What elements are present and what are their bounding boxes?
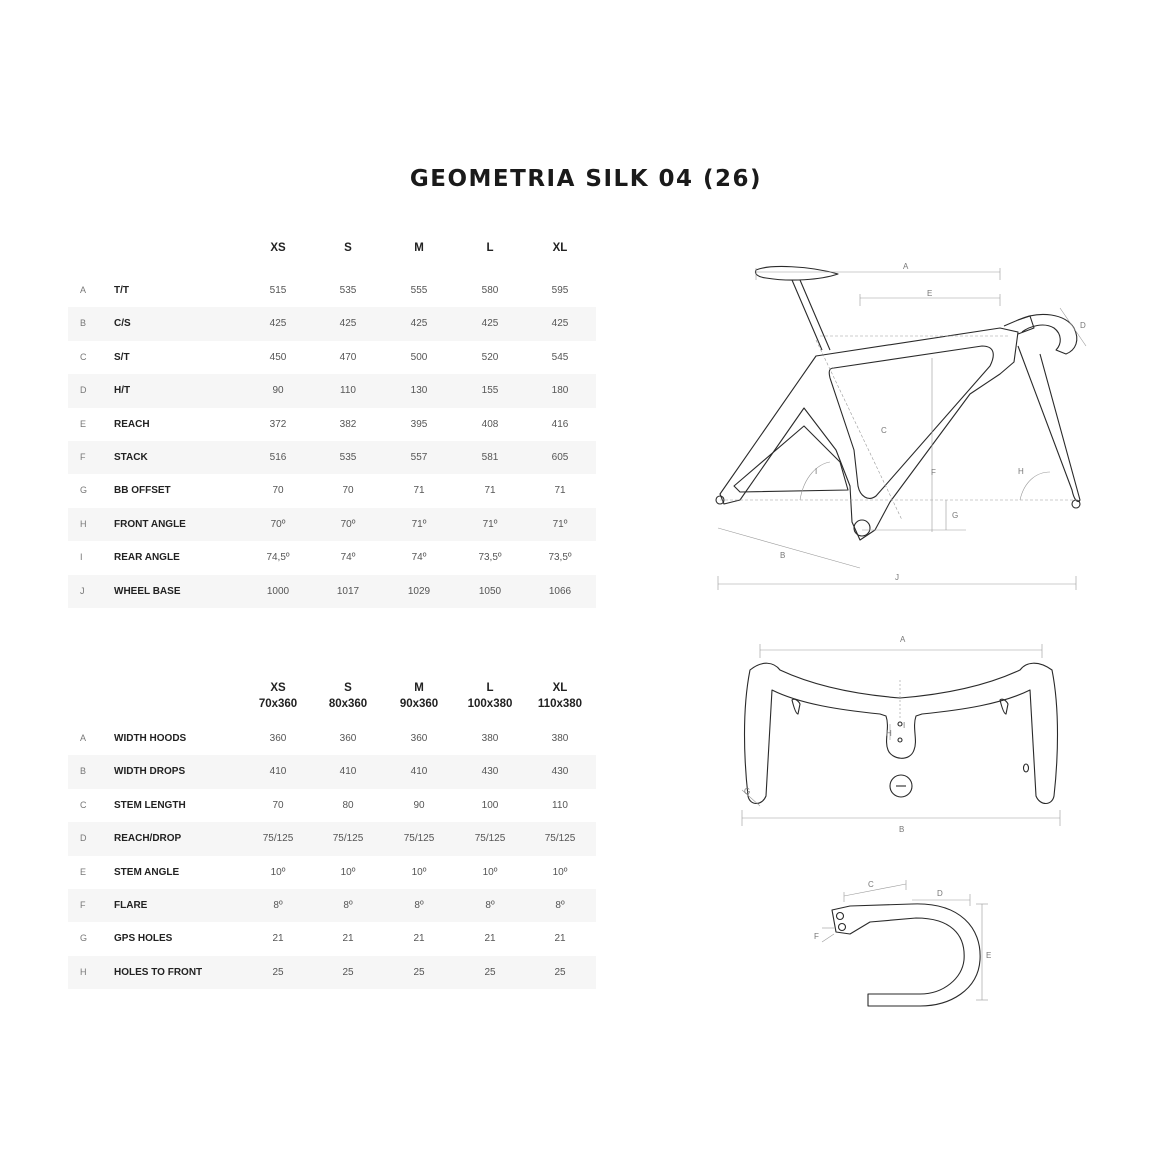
size-header: XL 110x380 <box>537 682 583 710</box>
table-cell: 75/125 <box>544 833 576 845</box>
table-cell: 372 <box>269 418 287 430</box>
table-cell: 360 <box>410 733 428 744</box>
cockpit-table-body <box>68 722 596 989</box>
cockpit-table-header <box>68 680 596 722</box>
frame-geometry-diagram <box>700 250 1100 600</box>
table-cell: 75/125 <box>262 833 294 845</box>
table-cell: 1017 <box>336 585 360 597</box>
table-cell: 580 <box>481 285 499 296</box>
table-row <box>68 822 596 855</box>
table-cell: 74º <box>411 552 427 564</box>
table-cell: 360 <box>269 733 287 744</box>
row-label: WHEEL BASE <box>114 585 181 597</box>
size-header: L <box>486 242 494 254</box>
row-letter: I <box>80 552 83 563</box>
size-header: XS 70x360 <box>258 682 298 710</box>
bar-side-label-e: E <box>986 951 992 960</box>
table-cell: 21 <box>484 933 496 945</box>
table-cell: 180 <box>551 385 569 397</box>
table-cell: 71º <box>411 518 427 530</box>
row-letter: B <box>80 318 87 329</box>
frame-label-j: J <box>895 573 899 582</box>
table-cell: 100 <box>481 799 499 811</box>
table-cell: 74º <box>340 552 356 564</box>
table-cell: 21 <box>272 933 284 945</box>
row-label: GPS HOLES <box>114 933 173 945</box>
row-label: BB OFFSET <box>114 485 171 497</box>
row-label: S/T <box>114 351 130 363</box>
cockpit-geometry-table <box>68 680 596 989</box>
table-cell: 595 <box>551 285 569 296</box>
handlebar-front-diagram <box>720 630 1080 840</box>
table-row <box>68 408 596 441</box>
row-letter: H <box>80 966 87 977</box>
table-cell: 110 <box>340 385 356 397</box>
table-cell: 380 <box>551 733 569 744</box>
row-label: WIDTH DROPS <box>114 766 186 778</box>
table-cell: 1000 <box>266 585 290 597</box>
table-cell: 535 <box>339 285 357 296</box>
size-header: L 100x380 <box>467 682 513 710</box>
size-header: XS <box>270 242 286 254</box>
table-row <box>68 889 596 922</box>
row-label: STACK <box>114 451 148 463</box>
frame-label-a: A <box>903 262 909 271</box>
row-label: STEM LENGTH <box>114 799 186 811</box>
table-cell: 74,5º <box>266 552 290 564</box>
row-label: REAR ANGLE <box>114 552 180 564</box>
table-cell: 25 <box>272 966 284 978</box>
table-cell: 70º <box>340 518 356 530</box>
table-cell: 71º <box>552 518 568 530</box>
table-row <box>68 307 596 340</box>
row-letter: E <box>80 866 87 877</box>
table-cell: 8º <box>343 899 353 911</box>
table-row <box>68 789 596 822</box>
row-letter: G <box>80 933 88 944</box>
table-cell: 70 <box>272 485 284 497</box>
table-cell: 416 <box>551 418 569 430</box>
bar-side-label-f: F <box>814 932 819 941</box>
table-cell: 1050 <box>478 585 502 597</box>
table-row <box>68 474 596 507</box>
row-letter: G <box>80 485 88 496</box>
table-cell: 425 <box>481 318 499 330</box>
table-cell: 516 <box>269 451 287 463</box>
frame-label-h: H <box>1018 467 1024 476</box>
table-cell: 75/125 <box>474 833 506 845</box>
row-label: STEM ANGLE <box>114 866 180 878</box>
table-cell: 21 <box>342 933 354 945</box>
row-letter: D <box>80 833 87 844</box>
bar-front-label-b: B <box>899 825 905 834</box>
table-cell: 21 <box>413 933 425 945</box>
table-cell: 10º <box>552 866 568 878</box>
table-cell: 75/125 <box>403 833 435 845</box>
table-row <box>68 274 596 307</box>
table-cell: 360 <box>339 733 357 744</box>
table-cell: 450 <box>269 351 287 363</box>
table-cell: 8º <box>485 899 495 911</box>
table-cell: 75/125 <box>332 833 364 845</box>
table-cell: 71 <box>484 485 496 497</box>
table-cell: 90 <box>272 385 284 397</box>
table-cell: 425 <box>339 318 357 330</box>
frame-geometry-table <box>68 240 596 608</box>
table-cell: 71º <box>482 518 498 530</box>
table-cell: 425 <box>551 318 569 330</box>
table-cell: 25 <box>342 966 354 978</box>
table-row <box>68 341 596 374</box>
table-cell: 10º <box>270 866 286 878</box>
table-cell: 110 <box>552 799 568 811</box>
table-cell: 10º <box>340 866 356 878</box>
table-row <box>68 374 596 407</box>
table-cell: 581 <box>481 451 499 463</box>
table-cell: 73,5º <box>478 552 502 564</box>
row-letter: C <box>80 799 87 810</box>
row-label: H/T <box>114 385 131 397</box>
row-label: FLARE <box>114 899 148 911</box>
page-title: GEOMETRIA SILK 04 (26) <box>409 166 763 192</box>
table-cell: 395 <box>410 418 428 430</box>
table-cell: 70 <box>342 485 354 497</box>
table-cell: 10º <box>411 866 427 878</box>
size-header: M <box>414 242 424 254</box>
table-row <box>68 441 596 474</box>
table-cell: 80 <box>342 799 354 811</box>
table-cell: 557 <box>410 451 428 463</box>
row-letter: F <box>80 899 86 910</box>
table-cell: 1029 <box>407 585 431 597</box>
table-cell: 380 <box>481 733 499 744</box>
row-letter: H <box>80 518 87 529</box>
bar-side-label-c: C <box>868 880 874 889</box>
table-row <box>68 575 596 608</box>
table-cell: 8º <box>414 899 424 911</box>
row-letter: E <box>80 418 87 429</box>
frame-label-e: E <box>927 289 933 298</box>
table-cell: 425 <box>410 318 428 330</box>
table-cell: 425 <box>269 318 287 330</box>
frame-label-f: F <box>931 468 936 477</box>
row-label: T/T <box>114 285 129 296</box>
table-cell: 535 <box>339 451 357 463</box>
row-label: WIDTH HOODS <box>114 733 187 744</box>
table-cell: 520 <box>481 351 499 363</box>
table-row <box>68 722 596 755</box>
table-cell: 382 <box>339 418 357 430</box>
table-cell: 545 <box>551 351 569 363</box>
table-cell: 555 <box>410 285 428 296</box>
table-cell: 410 <box>339 766 357 778</box>
frame-table-body <box>68 274 596 608</box>
table-cell: 605 <box>551 451 569 463</box>
table-cell: 500 <box>410 351 428 363</box>
frame-label-c: C <box>881 426 887 435</box>
frame-label-g: G <box>952 511 959 520</box>
table-cell: 71 <box>554 485 566 497</box>
frame-table-header <box>68 240 596 274</box>
table-row <box>68 922 596 955</box>
handlebar-side-diagram <box>810 870 1010 1020</box>
table-cell: 515 <box>269 285 287 296</box>
table-cell: 8º <box>273 899 283 911</box>
table-cell: 21 <box>554 933 566 945</box>
table-cell: 70º <box>270 518 286 530</box>
table-row <box>68 508 596 541</box>
table-cell: 130 <box>410 385 428 397</box>
frame-label-i: I <box>815 467 818 476</box>
table-cell: 10º <box>482 866 498 878</box>
bar-front-label-a: A <box>900 635 906 644</box>
table-cell: 155 <box>481 385 499 397</box>
size-header: XL <box>552 242 568 254</box>
table-cell: 70 <box>272 799 284 811</box>
table-cell: 25 <box>554 966 566 978</box>
row-letter: A <box>80 285 87 295</box>
table-cell: 1066 <box>548 585 572 597</box>
table-cell: 8º <box>555 899 565 911</box>
table-cell: 73,5º <box>548 552 572 564</box>
row-label: C/S <box>114 318 131 330</box>
table-cell: 71 <box>413 485 425 497</box>
bar-front-label-i: I <box>903 721 906 730</box>
table-row <box>68 541 596 574</box>
table-cell: 90 <box>413 799 425 811</box>
row-letter: B <box>80 766 87 777</box>
frame-label-d: D <box>1080 321 1086 330</box>
table-row <box>68 856 596 889</box>
table-cell: 25 <box>413 966 425 978</box>
row-label: FRONT ANGLE <box>114 518 186 530</box>
table-cell: 470 <box>339 351 357 363</box>
table-row <box>68 755 596 788</box>
table-cell: 408 <box>481 418 499 430</box>
table-row <box>68 956 596 989</box>
size-header: S <box>344 242 352 254</box>
table-cell: 410 <box>410 766 428 778</box>
size-header: S 80x360 <box>328 682 368 710</box>
row-letter: A <box>80 733 87 743</box>
row-label: REACH <box>114 418 150 430</box>
row-letter: C <box>80 351 87 362</box>
table-cell: 430 <box>551 766 569 778</box>
frame-label-b: B <box>780 551 786 560</box>
bar-front-label-h: H <box>886 729 892 738</box>
row-letter: F <box>80 451 86 462</box>
row-label: REACH/DROP <box>114 833 182 845</box>
table-cell: 25 <box>484 966 496 978</box>
size-header: M 90x360 <box>399 682 439 710</box>
table-cell: 430 <box>481 766 499 778</box>
bar-front-label-g: G <box>744 787 751 796</box>
bar-side-label-d: D <box>937 889 943 898</box>
row-letter: J <box>80 585 85 596</box>
row-label: HOLES TO FRONT <box>114 966 203 978</box>
table-cell: 410 <box>269 766 287 778</box>
row-letter: D <box>80 385 87 396</box>
